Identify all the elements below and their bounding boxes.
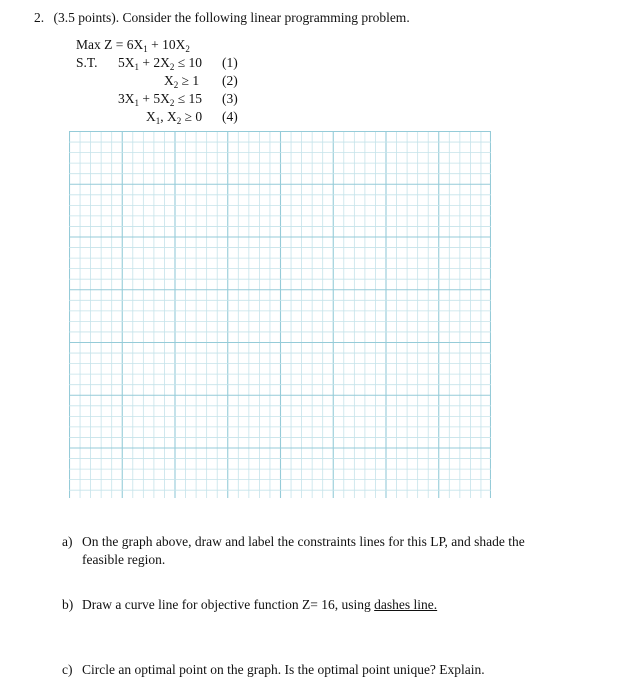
part-a	[62, 533, 552, 569]
part-b	[62, 596, 552, 614]
graph-paper	[69, 131, 491, 498]
part-b-letter: b)	[62, 597, 74, 612]
graph-paper-grid	[69, 131, 491, 498]
constraint-1: $5X_1 + 2X_2 \le 10$	[118, 55, 203, 72]
part-a-letter: a)	[62, 534, 73, 549]
part-c-text: Circle an optimal point on the graph. Is the optimal point unique? Explain.	[82, 662, 485, 677]
st-label: S.T.	[76, 55, 98, 70]
question-number: 2.	[34, 10, 45, 25]
constraint-1-tag: (1)	[222, 55, 238, 70]
part-a-text: On the graph above, draw and label the constraints lines for this LP, and shade the feasible region.	[82, 534, 525, 567]
question-header	[34, 10, 410, 26]
constraint-2: $X_2 \ge 1$	[164, 73, 200, 90]
part-c	[62, 661, 552, 679]
part-b-text: Draw a curve line for objective function Z= 16, using dashes line.	[82, 597, 438, 612]
objective-function: Max $Z = 6X_1 + 10X_2$	[76, 37, 190, 54]
part-c-letter: c)	[62, 662, 73, 677]
constraint-4: $X_1$, $X_2 \ge 0$	[146, 109, 203, 126]
part-b-underlined: dashes line.	[374, 597, 438, 612]
constraint-4-tag: (4)	[222, 109, 238, 124]
question-intro: (3.5 points). Consider the following linear programming problem.	[53, 10, 410, 25]
constraint-3-tag: (3)	[222, 91, 238, 106]
constraint-2-tag: (2)	[222, 73, 238, 88]
constraint-3: $3X_1 + 5X_2 \le 15$	[118, 91, 203, 108]
